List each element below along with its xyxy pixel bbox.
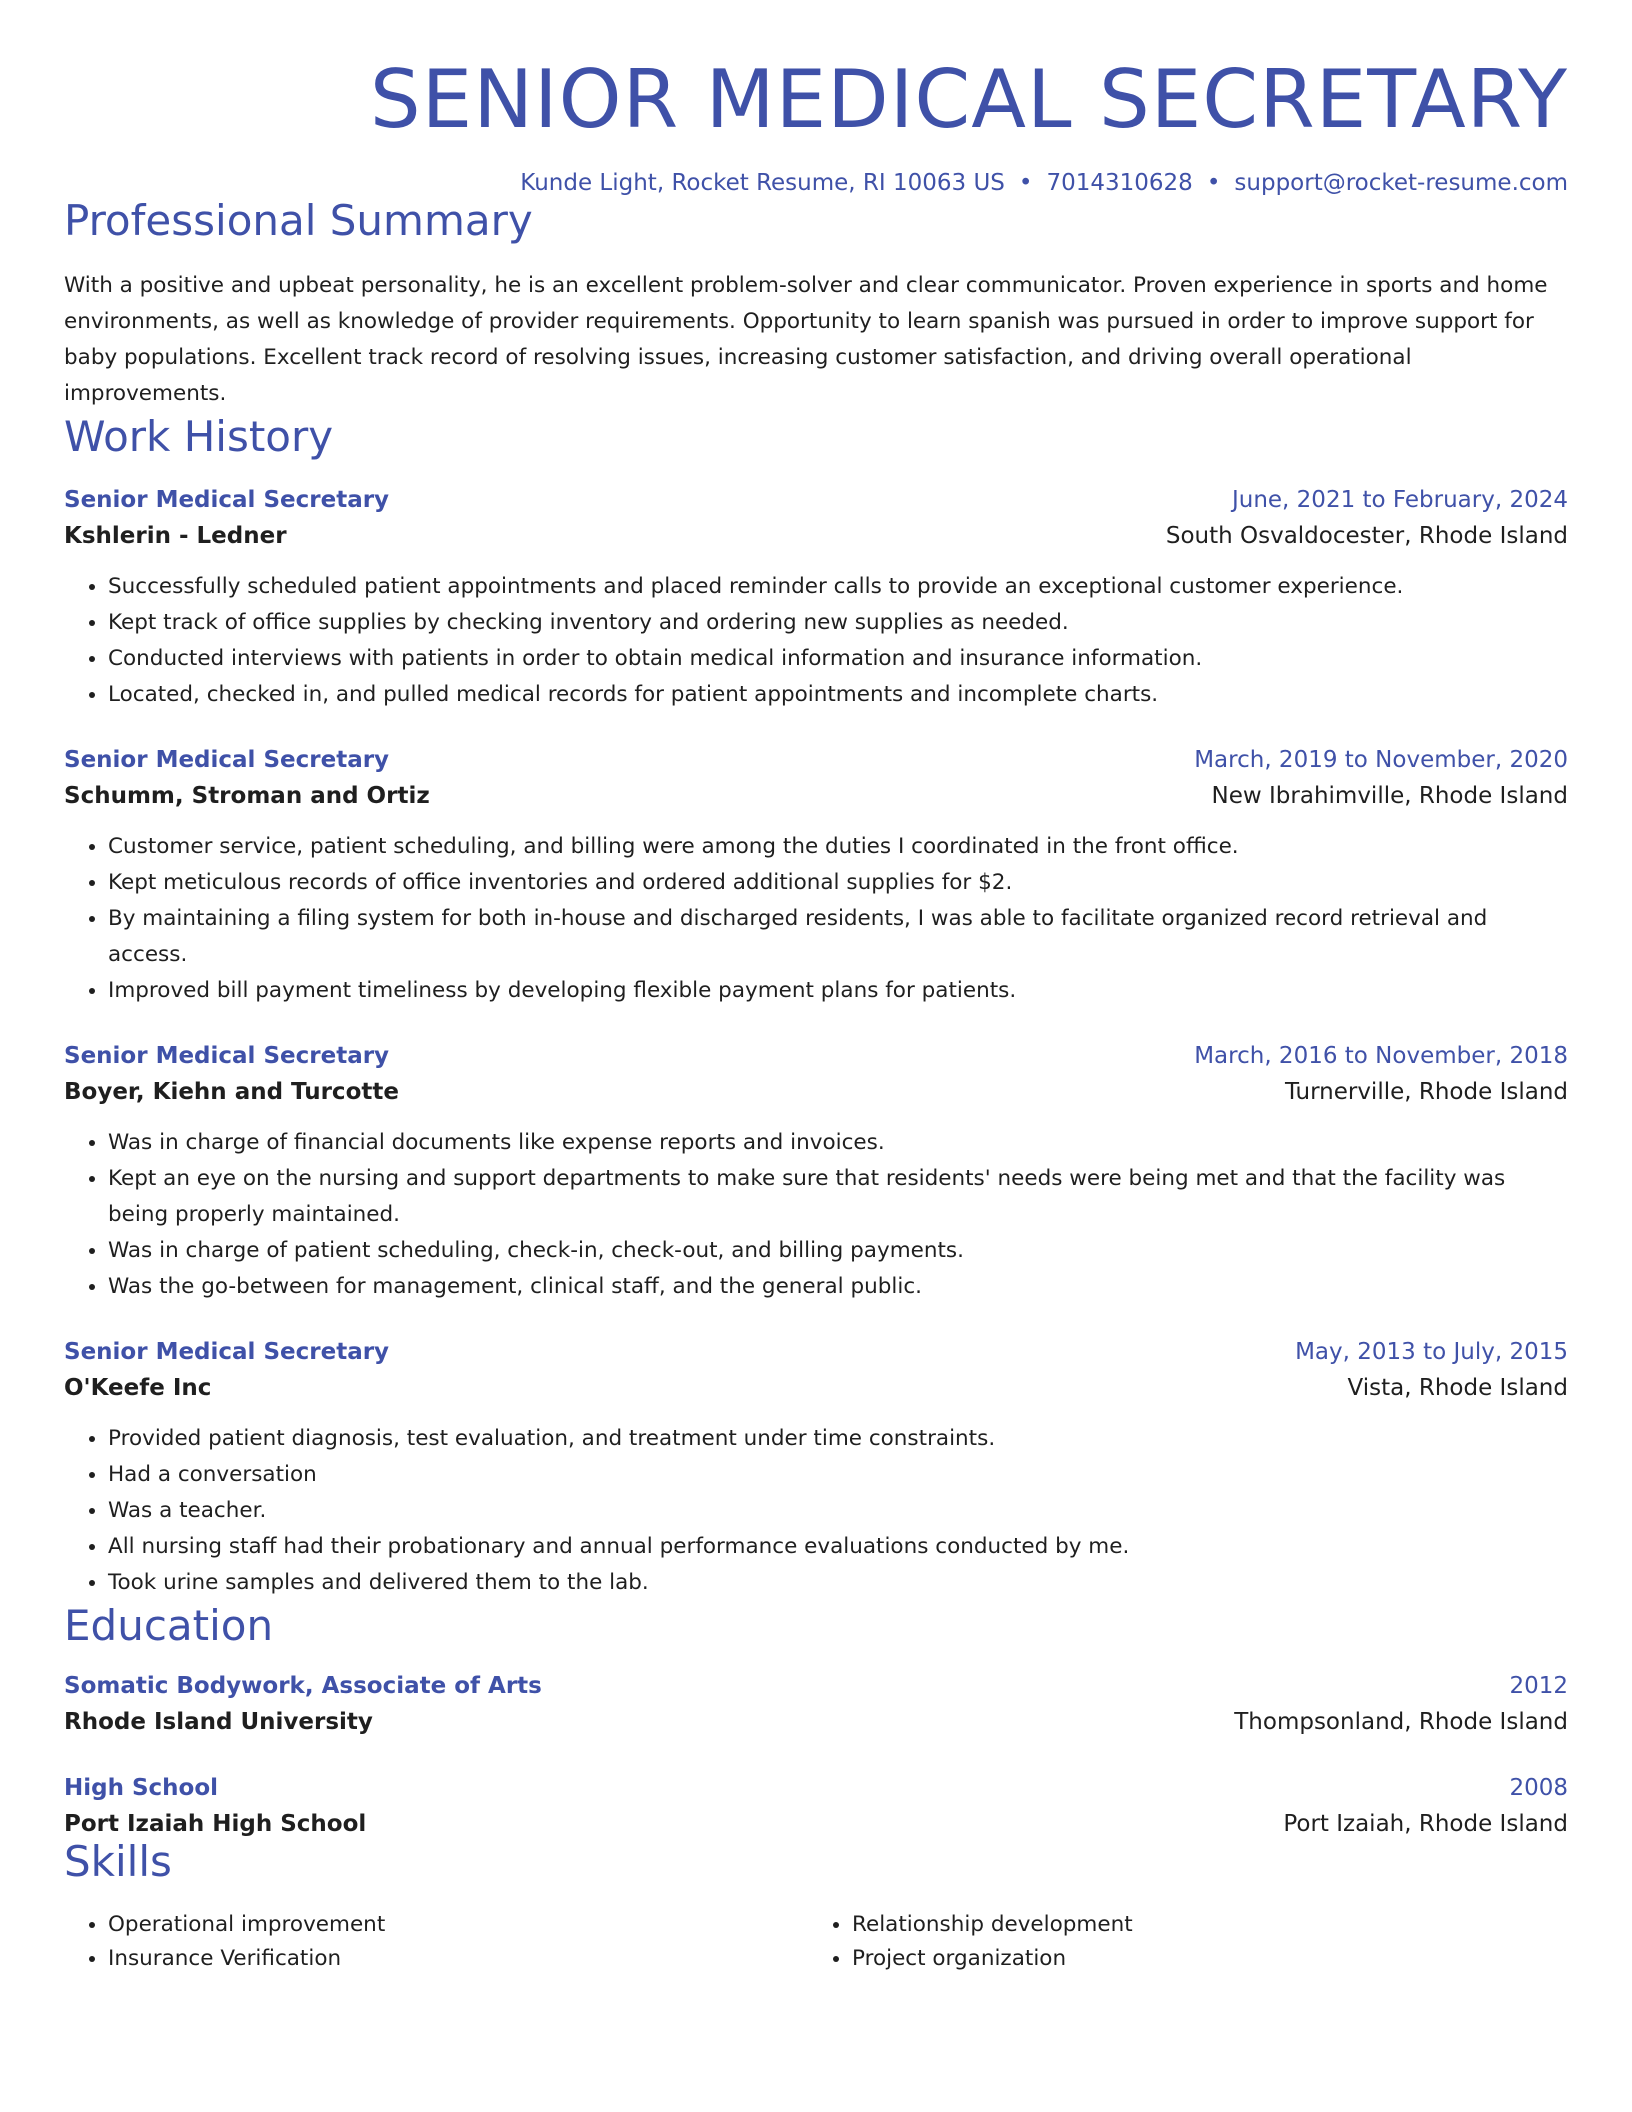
- contact-phone: 7014310628: [1046, 170, 1193, 196]
- job-bullets: [64, 569, 1568, 713]
- job-bullet: • Was in charge of financial documents like expense reports and invoices.: [108, 1125, 1568, 1161]
- job-title: Senior Medical Secretary: [64, 1042, 390, 1069]
- job-bullet: • Was in charge of patient scheduling, check-in, check-out, and billing payments.: [108, 1233, 1568, 1269]
- job-bullet: • Was the go-between for management, clinical staff, and the general public.: [108, 1269, 1568, 1305]
- job-bullet: • Kept meticulous records of office inventories and ordered additional supplies for $2.: [108, 865, 1568, 901]
- skills-column-left: [64, 1908, 808, 1976]
- job-bullets: [64, 1421, 1568, 1601]
- job-bullet: • By maintaining a filing system for both in-house and discharged residents, I was able to facilitate organized record retrieval and access.: [108, 901, 1568, 973]
- job-entry: [64, 1043, 1568, 1305]
- summary-heading: Professional Summary: [64, 196, 533, 245]
- education-degree: Somatic Bodywork, Associate of Arts: [64, 1673, 542, 1700]
- job-entry: [64, 747, 1568, 1009]
- skill-item: • Project organization: [852, 1942, 1552, 1976]
- education-school: Rhode Island University: [64, 1709, 373, 1736]
- education-entry: [64, 1673, 1568, 1735]
- job-bullet: • Provided patient diagnosis, test evaluation, and treatment under time constraints.: [108, 1421, 1568, 1457]
- contact-address: Kunde Light, Rocket Resume, RI 10063 US: [520, 170, 1005, 196]
- job-dates: May, 2013 to July, 2015: [1295, 1338, 1568, 1365]
- summary-text: With a positive and upbeat personality, he is an excellent problem-solver and clear communicator. Proven experience in sports and home environments, as well as knowledge of provider requirements. Opportunity to learn spanish was pursued in order to improve support for baby populations. Excellent track record of resolving issues, increasing customer satisfaction, and driving overall operational improvements.: [64, 273, 1548, 407]
- skills-heading: Skills: [64, 1837, 172, 1887]
- work-history-heading: Work History: [64, 412, 334, 462]
- job-company: O'Keefe Inc: [64, 1374, 212, 1401]
- job-bullet: • Kept an eye on the nursing and support departments to make sure that residents' needs were being met and that the facility was being properly maintained.: [108, 1161, 1568, 1233]
- job-entry: [64, 487, 1568, 713]
- skill-item: • Operational improvement: [108, 1908, 808, 1942]
- job-location: South Osvaldocester, Rhode Island: [1165, 522, 1568, 549]
- education-location: Thompsonland, Rhode Island: [1234, 1709, 1568, 1736]
- education-school: Port Izaiah High School: [64, 1811, 367, 1838]
- education-location: Port Izaiah, Rhode Island: [1283, 1811, 1568, 1838]
- job-bullets: [64, 1125, 1568, 1305]
- skill-item: • Insurance Verification: [108, 1942, 808, 1976]
- skill-item: • Relationship development: [852, 1908, 1552, 1942]
- job-location: Turnerville, Rhode Island: [1284, 1078, 1568, 1105]
- education-degree: High School: [64, 1775, 219, 1802]
- job-bullet: • Had a conversation: [108, 1457, 1568, 1493]
- job-bullet: • Kept track of office supplies by checking inventory and ordering new supplies as needed.: [108, 605, 1568, 641]
- job-entry: [64, 1339, 1568, 1601]
- job-title: Senior Medical Secretary: [64, 486, 390, 513]
- job-bullet: • Located, checked in, and pulled medical records for patient appointments and incomplete charts.: [108, 677, 1568, 713]
- skills-column-right: [808, 1908, 1552, 1976]
- education-heading: Education: [64, 1600, 274, 1650]
- contact-line: [64, 170, 1568, 196]
- job-bullet: • Conducted interviews with patients in order to obtain medical information and insurance information.: [108, 641, 1568, 677]
- job-bullet: • Successfully scheduled patient appointments and placed reminder calls to provide an exceptional customer experience.: [108, 569, 1568, 605]
- contact-separator: •: [1018, 170, 1033, 196]
- job-location: New Ibrahimville, Rhode Island: [1211, 782, 1568, 809]
- job-title: Senior Medical Secretary: [64, 1338, 390, 1365]
- job-dates: March, 2019 to November, 2020: [1194, 746, 1568, 773]
- job-bullets: [64, 829, 1568, 1009]
- skills-list: [64, 1908, 1568, 1976]
- job-location: Vista, Rhode Island: [1347, 1374, 1568, 1401]
- job-bullet: • Was a teacher.: [108, 1493, 1568, 1529]
- job-dates: June, 2021 to February, 2024: [1231, 486, 1568, 513]
- education-year: 2008: [1509, 1775, 1568, 1802]
- job-bullet: • Customer service, patient scheduling, and billing were among the duties I coordinated in the front office.: [108, 829, 1568, 865]
- job-bullet: • Improved bill payment timeliness by developing flexible payment plans for patients.: [108, 973, 1568, 1009]
- job-company: Schumm, Stroman and Ortiz: [64, 782, 430, 809]
- resume-title: SENIOR MEDICAL SECRETARY: [369, 53, 1568, 146]
- education-entry: [64, 1775, 1568, 1837]
- job-bullet: • Took urine samples and delivered them to the lab.: [108, 1565, 1568, 1601]
- job-title: Senior Medical Secretary: [64, 746, 390, 773]
- contact-email: support@rocket-resume.com: [1234, 170, 1568, 196]
- job-dates: March, 2016 to November, 2018: [1194, 1042, 1568, 1069]
- education-year: 2012: [1509, 1673, 1568, 1700]
- job-bullet: • All nursing staff had their probationary and annual performance evaluations conducted by me.: [108, 1529, 1568, 1565]
- contact-separator: •: [1206, 170, 1221, 196]
- job-company: Boyer, Kiehn and Turcotte: [64, 1078, 399, 1105]
- job-company: Kshlerin - Ledner: [64, 522, 287, 549]
